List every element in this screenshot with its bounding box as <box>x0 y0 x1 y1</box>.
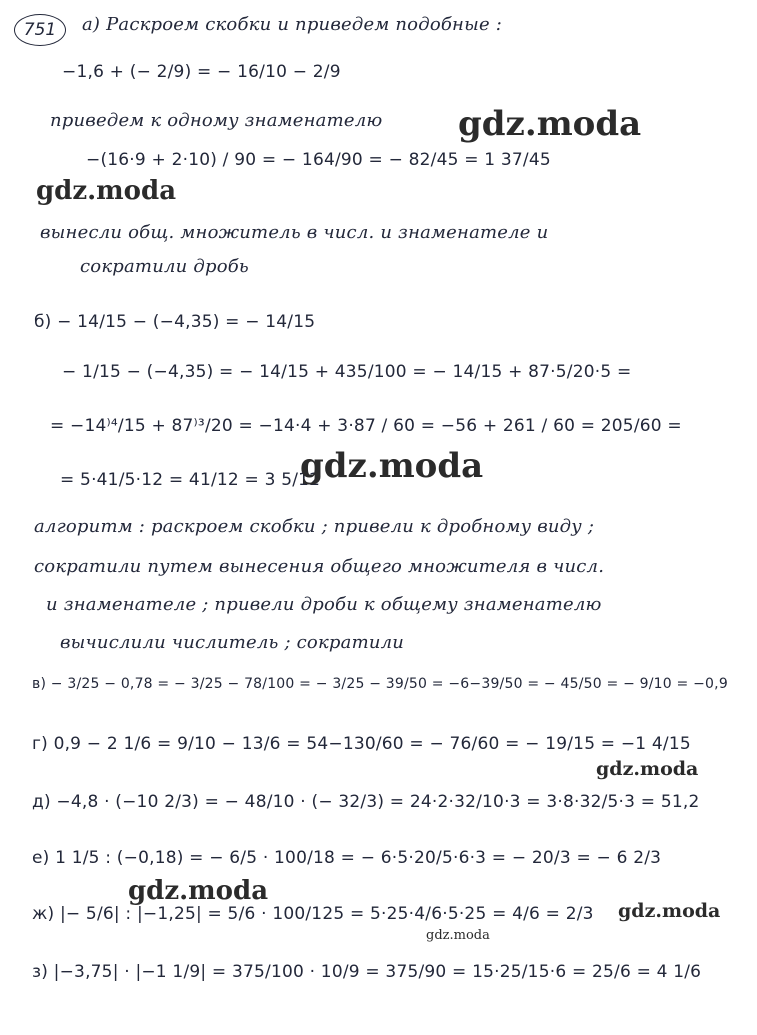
part-a-step-2: −(16·9 + 2·10) / 90 = − 164/90 = − 82/45 = 1 37/45 <box>86 150 551 170</box>
part-g: г) 0,9 − 2 1/6 = 9/10 − 13/6 = 54−130/60 = − 76/60 = − 19/15 = −1 4/15 <box>32 734 691 754</box>
algorithm-line-4: вычислили числитель ; сократили <box>60 632 405 653</box>
algorithm-line-1: алгоритм : раскроем скобки ; привели к дробному виду ; <box>34 516 595 537</box>
part-b-step-4: = 5·41/5·12 = 41/12 = 3 5/12 <box>60 470 321 490</box>
part-a-explanation-2: сократили дробь <box>80 256 249 277</box>
part-b-step-2: − 1/15 − (−4,35) = − 14/15 + 435/100 = − 14/15 + 87·5/20·5 = <box>62 362 632 382</box>
part-b-step-3: = −14⁾⁴/15 + 87⁾³/20 = −14·4 + 3·87 / 60 = −56 + 261 / 60 = 205/60 = <box>50 416 682 436</box>
watermark-7: gdz.moda <box>426 928 490 943</box>
part-z: з) |−3,75| · |−1 1/9| = 375/100 · 10/9 = 375/90 = 15·25/15·6 = 25/6 = 4 1/6 <box>32 962 702 982</box>
part-d: д) −4,8 · (−10 2/3) = − 48/10 · (− 32/3) = 24·2·32/10·3 = 3·8·32/5·3 = 51,2 <box>32 792 700 812</box>
part-a-note: приведем к одному знаменателю <box>50 110 383 131</box>
watermark-6: gdz.moda <box>618 900 721 922</box>
watermark-2: gdz.moda <box>36 176 177 206</box>
watermark-5: gdz.moda <box>128 876 269 906</box>
part-a-step-1: −1,6 + (− 2/9) = − 16/10 − 2/9 <box>62 62 341 82</box>
part-a-explanation-1: вынесли общ. множитель в числ. и знаменателе и <box>40 222 549 243</box>
part-v: в) − 3/25 − 0,78 = − 3/25 − 78/100 = − 3/25 − 39/50 = −6−39/50 = − 45/50 = − 9/10 = −0,9 <box>32 676 728 692</box>
algorithm-line-2: сократили путем вынесения общего множителя в числ. <box>34 556 605 577</box>
algorithm-line-3: и знаменателе ; привели дроби к общему знаменателю <box>46 594 602 615</box>
watermark-3: gdz.moda <box>300 446 484 486</box>
part-e: е) 1 1/5 : (−0,18) = − 6/5 · 100/18 = − 6·5·20/5·6·3 = − 20/3 = − 6 2/3 <box>32 848 662 868</box>
watermark-4: gdz.moda <box>596 758 699 780</box>
part-b-step-1: б) − 14/15 − (−4,35) = − 14/15 <box>34 312 316 332</box>
part-zh: ж) |− 5/6| : |−1,25| = 5/6 · 100/125 = 5·25·4/6·5·25 = 4/6 = 2/3 <box>32 904 594 924</box>
part-a-heading: а) Раскроем скобки и приведем подобные : <box>82 14 502 35</box>
watermark-1: gdz.moda <box>458 104 642 144</box>
exercise-number: 751 <box>14 14 66 46</box>
